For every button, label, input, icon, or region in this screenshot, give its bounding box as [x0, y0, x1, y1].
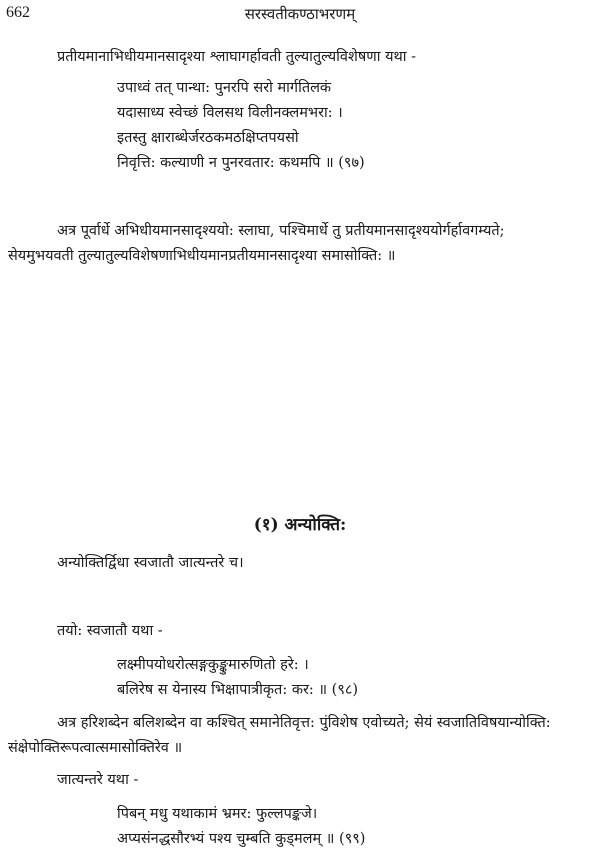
section-heading: (१) अन्योक्ति:: [253, 515, 347, 535]
verse-98-line-1: लक्ष्मीपयोधरोत्सङ्गकुङ्कुमारुणितो हरे: ।: [117, 657, 309, 673]
verse-99-line-1: पिबन् मधु यथाकामं भ्रमर: फुल्लपङ्कजे।: [117, 806, 318, 822]
verse-97-line-2: यदासाध्य स्वेच्छं विलसथ विलीनक्लमभरा: ।: [117, 105, 343, 121]
verse-97-line-4: निवृत्ति: कल्याणी न पुनरवतार: कथमपि ॥ (९७): [117, 155, 365, 171]
commentary-97-line-1: अत्र पूर्वार्धे अभिधीयमानसादृश्ययो: स्लाघा, पश्चिमार्धे तु प्रतीयमानसादृश्ययोर्गर्हावगम्यते;: [57, 223, 505, 239]
verse-99-line-2: अप्यसंनद्धसौरभ्यं पश्य चुम्बति कुड्मलम् ॥ (९९): [117, 831, 366, 847]
page-header: [0, 4, 600, 26]
anyokti-definition: अन्योक्तिर्द्विधा स्वजातौ जात्यन्तरे च।: [57, 555, 244, 571]
commentary-98-line-1: अत्र हरिशब्देन बलिशब्देन वा कश्चित् समानेतिवृत्त: पुंविशेष एवोच्यते; सेयं स्वजातिविषयान्योक्ति:: [57, 715, 551, 731]
svajati-intro: तयो: स्वजातौ यथा -: [57, 623, 163, 639]
running-title: सरस्वतीकण्ठाभरणम्: [244, 5, 356, 23]
verse-97-line-1: उपाध्वं तत् पान्था: पुनरपि सरो मार्गतिलकं: [117, 80, 332, 96]
verse-98-line-2: बलिरेष स येनास्य भिक्षापात्रीकृत: कर: ॥ (९८): [117, 682, 359, 698]
jatyantara-intro: जात्यन्तरे यथा -: [57, 772, 139, 788]
page-number: 662: [6, 4, 30, 21]
commentary-97-line-2: सेयमुभयवती तुल्यातुल्यविशेषणाभिधीयमानप्रतीयमानसादृश्या समासोक्ति: ॥: [8, 248, 396, 264]
example-intro: प्रतीयमानाभिधीयमानसादृश्या श्लाघागर्हावती तुल्यातुल्यविशेषणा यथा -: [57, 49, 417, 65]
commentary-98-line-2: संक्षेपोक्तिरूपत्वात्समासोक्तिरेव ॥: [8, 740, 183, 756]
verse-97-line-3: इतस्तु क्षाराब्धेर्जरठकमठक्षिप्तपयसो: [117, 130, 299, 146]
